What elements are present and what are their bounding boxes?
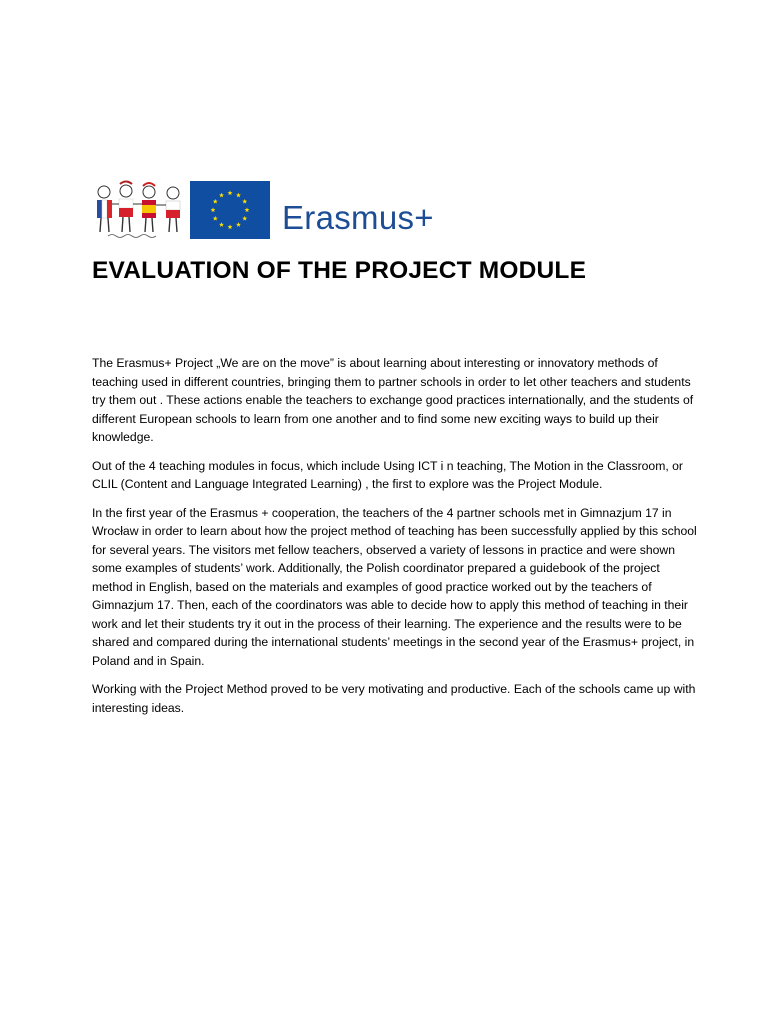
- document-body: [92, 354, 702, 727]
- children-holding-hands-logo-icon: [94, 180, 186, 240]
- paragraph-conclusion: Working with the Project Method proved to be very motivating and productive. Each of the schools came up with interesting ideas.: [92, 682, 696, 715]
- paragraph-first-year: In the first year of the Erasmus + cooperation, the teachers of the 4 partner schools met in Gimnazjum 17 in Wrocław in order to learn about how the project method of teaching has been successfully applied by this school for several years. The visitors met fellow teachers, observed a variety of lessons in practice and were shown some examples of students’ work. Additionally, the Polish coordinator prepared a guidebook of the project method in English, based on the materials and examples of good practice worked out by the teachers of Gimnazjum 17. Then, each of the coordinators was able to decide how to apply this method of teaching in their work and let their students try it out in the process of their learning. The experience and the results were to be shared and compared during the international students’ meetings in the second year of the Erasmus+ project, in Poland and in Spain.: [92, 505, 697, 668]
- document-title: EVALUATION OF THE PROJECT MODULE: [92, 257, 587, 284]
- logo-row: [94, 180, 434, 240]
- paragraph-modules: Out of the 4 teaching modules in focus, which include Using ICT i n teaching, The Motion in the Classroom, or CLIL (Content and Language Integrated Learning) , the first to explore was the Project Module.: [92, 458, 683, 491]
- eu-flag-icon: [190, 181, 270, 239]
- erasmus-plus-wordmark: Erasmus+: [282, 198, 434, 236]
- paragraph-intro: The Erasmus+ Project „We are on the move” is about learning about interesting or innovatory methods of teaching used in different countries, bringing them to partner schools in order to let other teachers and students try them out . These actions enable the teachers to exchange good practices internationally, and the students of different European schools to learn from one another and to find some new exciting ways to build up their knowledge.: [92, 356, 694, 444]
